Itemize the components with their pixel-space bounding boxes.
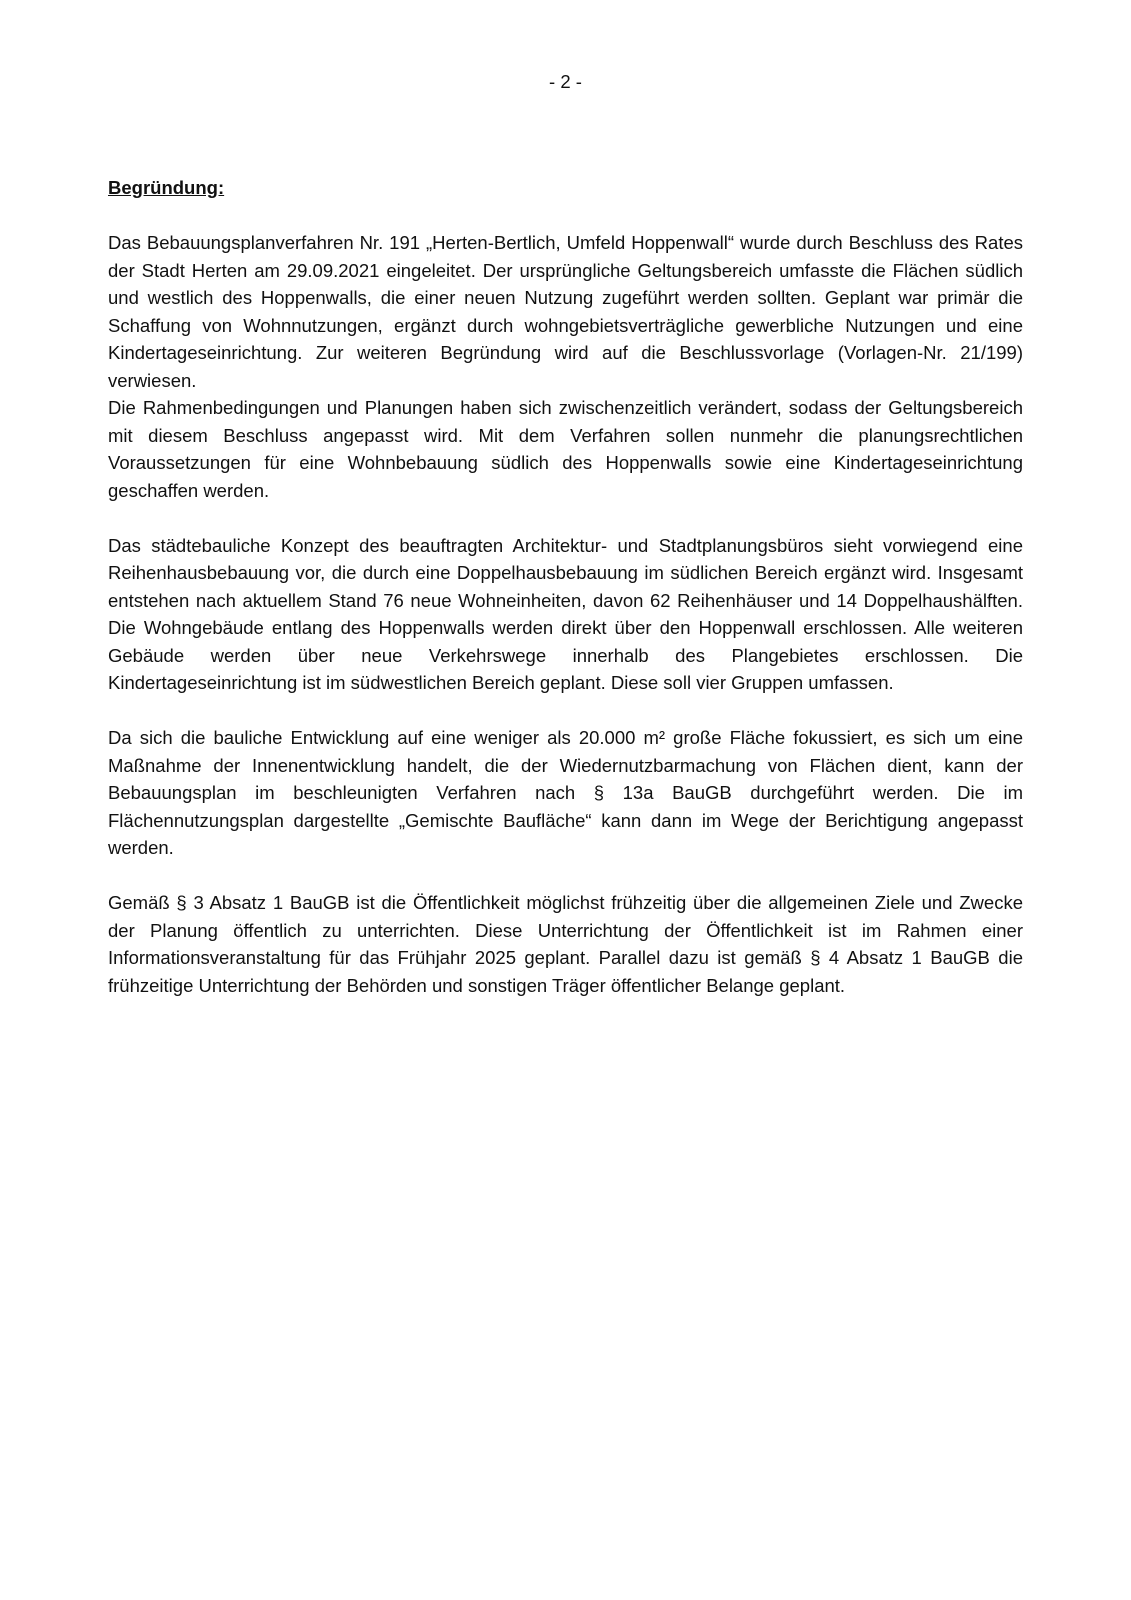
paragraph-konzept: Das städtebauliche Konzept des beauftragten Architektur- und Stadtplanungsbüros sieht vorwiegend eine Reihenhausbebauung vor, die durch eine Doppelhausbebauung im südlichen Bereich ergänzt wird. Insgesamt entstehen nach aktuellem Stand 76 neue Wohneinheiten, davon 62 Reihenhäuser und 14 Doppelhaushälften. Die Wohngebäude entlang des Hoppenwalls werden direkt über den Hoppenwall erschlossen. Alle weiteren Gebäude werden über neue Verkehrswege innerhalb des Plangebietes erschlossen. Die Kindertageseinrichtung ist im südwestlichen Bereich geplant. Diese soll vier Gruppen umfassen.	[108, 534, 1023, 693]
page-number: - 2 -	[549, 71, 582, 92]
document-body	[108, 174, 1023, 999]
section-heading: Begründung:	[108, 177, 225, 198]
paragraph-rahmenbedingungen: Die Rahmenbedingungen und Planungen haben sich zwischenzeitlich verändert, sodass der Geltungsbereich mit diesem Beschluss angepasst wird. Mit dem Verfahren sollen nunmehr die planungsrechtlichen Voraussetzungen für eine Wohnbebauung südlich des Hoppenwalls sowie eine Kindertageseinrichtung geschaffen werden.	[108, 397, 1023, 501]
paragraph-verfahrensart: Da sich die bauliche Entwicklung auf eine weniger als 20.000 m² große Fläche fokussiert, es sich um eine Maßnahme der Innenentwicklung handelt, die der Wiedernutzbarmachung von Flächen dient, kann der Bebauungsplan im beschleunigten Verfahren nach § 13a BauGB durchgeführt werden. Die im Flächennutzungsplan dargestellte „Gemischte Baufläche“ kann dann im Wege der Berichtigung angepasst werden.	[108, 727, 1023, 858]
paragraph-beteiligung: Gemäß § 3 Absatz 1 BauGB ist die Öffentlichkeit möglichst frühzeitig über die allgemeinen Ziele und Zwecke der Planung öffentlich zu unterrichten. Diese Unterrichtung der Öffentlichkeit ist im Rahmen einer Informationsveranstaltung für das Frühjahr 2025 geplant. Parallel dazu ist gemäß § 4 Absatz 1 BauGB die frühzeitige Unterrichtung der Behörden und sonstigen Träger öffentlicher Belange geplant.	[108, 892, 1023, 996]
paragraph-verfahren: Das Bebauungsplanverfahren Nr. 191 „Herten-Bertlich, Umfeld Hoppenwall“ wurde durch Beschluss des Rates der Stadt Herten am 29.09.2021 eingeleitet. Der ursprüngliche Geltungsbereich umfasste die Flächen südlich und westlich des Hoppenwalls, die einer neuen Nutzung zugeführt werden sollten. Geplant war primär die Schaffung von Wohnnutzungen, ergänzt durch wohngebietsverträgliche gewerbliche Nutzungen und eine Kindertageseinrichtung. Zur weiteren Begründung wird auf die Beschlussvorlage (Vorlagen-Nr. 21/199) verwiesen.	[108, 232, 1023, 391]
